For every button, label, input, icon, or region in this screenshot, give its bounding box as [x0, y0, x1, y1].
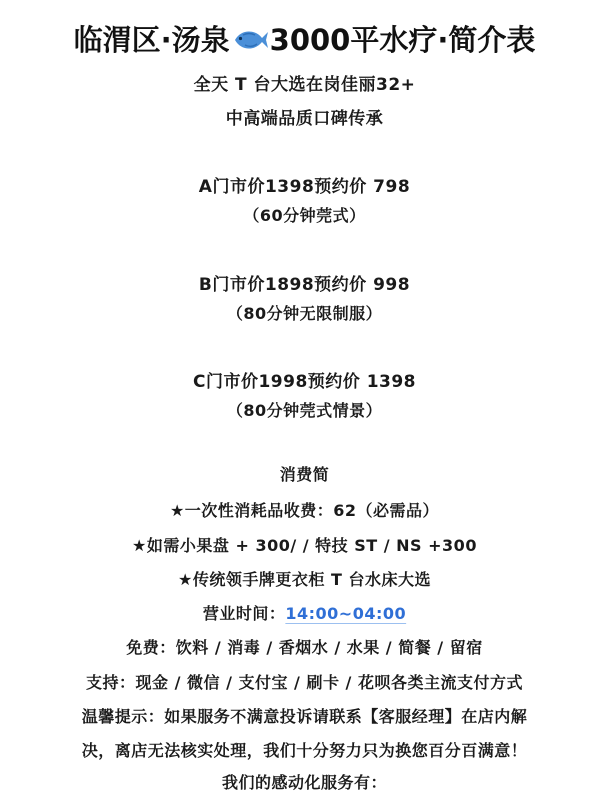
business-hours-value[interactable]: 14:00~04:00: [285, 604, 407, 623]
business-hours-label: 营业时间：: [202, 604, 286, 623]
package-b-price: B门市价1898预约价 998: [198, 275, 411, 295]
subtitle-line-2: 中高端品质口碑传承: [225, 109, 384, 129]
tip-line-2: 决，离店无法核实处理，我们十分努力只为换您百分百满意！: [81, 741, 528, 760]
page-title: [0, 18, 609, 59]
package-c-price: C门市价1998预约价 1398: [192, 372, 417, 392]
business-hours: [0, 601, 609, 624]
tip-line-1: 温馨提示：如果服务不满意投诉请联系【客服经理】在店内解: [81, 707, 528, 726]
consumption-heading: 消费简: [279, 465, 330, 484]
package-b-detail: （80分钟无限制服）: [226, 304, 383, 323]
title-part-1: 临渭区·汤泉: [73, 23, 230, 57]
package-c-detail: （80分钟莞式情景）: [226, 401, 383, 420]
fish-icon: [231, 27, 269, 53]
subtitle-line-1: 全天 T 台大选在岗佳丽32+: [193, 75, 416, 95]
package-a-detail: （60分钟莞式）: [243, 206, 366, 225]
payment-support: 支持：现金 / 微信 / 支付宝 / 刷卡 / 花呗各类主流支付方式: [86, 673, 523, 692]
consumption-item-1: ★一次性消耗品收费：62（必需品）: [169, 501, 440, 520]
consumption-item-2: ★如需小果盘 + 300/ / 特技 ST / NS +300: [132, 536, 477, 555]
footer-note: 我们的感动化服务有：: [221, 773, 387, 792]
title-part-2: 3000平水疗·简介表: [269, 23, 536, 57]
package-a-price: A门市价1398预约价 798: [198, 177, 411, 197]
free-services: 免费：饮料 / 消毒 / 香烟水 / 水果 / 简餐 / 留宿: [126, 638, 483, 657]
consumption-item-3: ★传统领手牌更衣柜 T 台水床大选: [178, 570, 431, 589]
